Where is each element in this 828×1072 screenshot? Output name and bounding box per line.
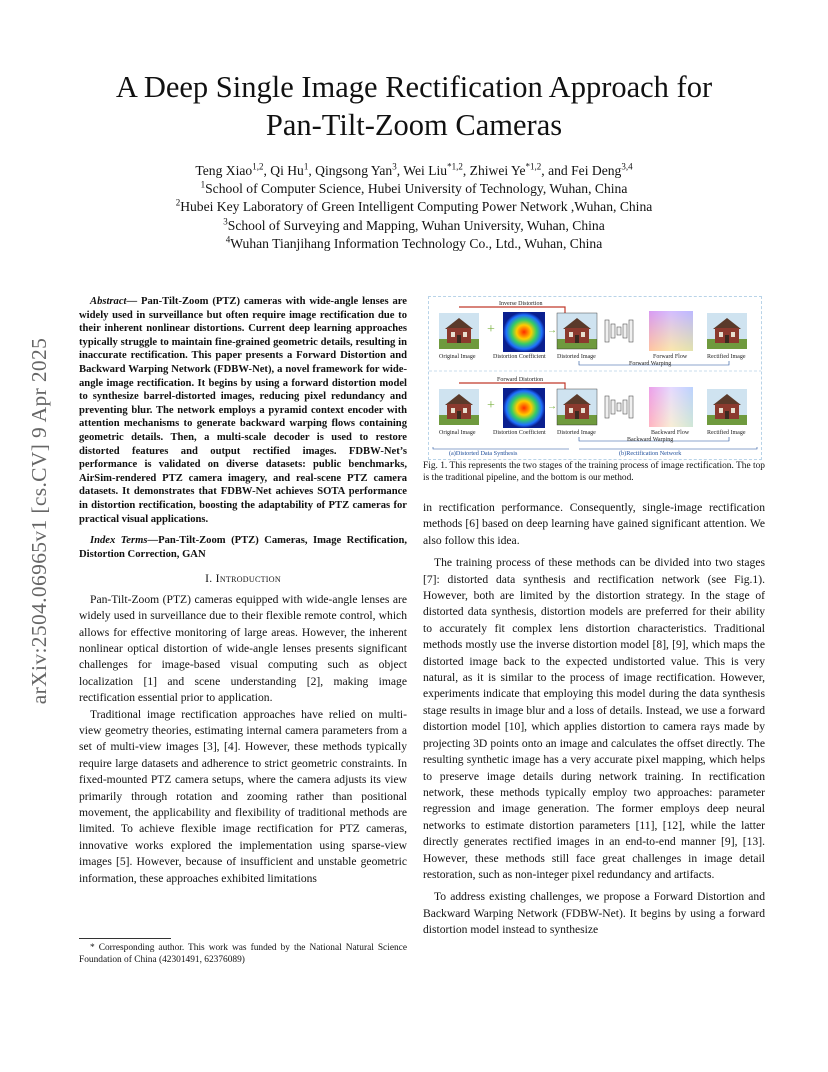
distortion-coefficient-bottom bbox=[503, 388, 545, 428]
original-image-bottom bbox=[439, 389, 479, 425]
distorted-image-bottom bbox=[557, 389, 597, 425]
intro-paragraph-1: Pan-Tilt-Zoom (PTZ) cameras equipped with wide-angle lenses are widely used in surveillance due to their flexible remote control, which allows for effective monitoring of large areas. However, the inherent nonlinear optical distortion of wide-angle lenses presents significant challenges for image-based visual computing such as object localization [1] and scene understanding [2], making image rectification essential prior to application. bbox=[79, 592, 407, 705]
distortion-coefficient-top bbox=[503, 312, 545, 352]
plus-icon: + bbox=[487, 322, 495, 337]
svg-text:Rectified Image: Rectified Image bbox=[707, 354, 746, 360]
network-icon-bottom bbox=[605, 396, 633, 418]
distorted-image-top bbox=[557, 313, 597, 349]
svg-text:Rectified Image: Rectified Image bbox=[707, 430, 746, 436]
svg-text:Distorted Image: Distorted Image bbox=[557, 430, 596, 436]
bottom-pipeline bbox=[433, 377, 757, 457]
title-line-1: A Deep Single Image Rectification Approach for bbox=[115, 70, 713, 104]
title-line-2: Pan-Tilt-Zoom Cameras bbox=[265, 108, 563, 142]
backward-warping-label: Backward Warping bbox=[627, 437, 674, 443]
abstract-text: — Pan-Tilt-Zoom (PTZ) cameras with wide-angle lenses are widely used in surveillance but often require image rectification due to their inherent nonlinear distortions. Current deep learning approaches typically struggle to maintain fine-grained geometric details, resulting in inaccurate rectification. This paper presents a Forward Distortion and Backward Warping Network (FDBW-Net), a novel framework for wide-angle image rectification. It begins by using a forward distortion model to synthesize barrel-distorted images, reducing pixel redundancy and preventing blur. The network employs a pyramid context encoder with attention mechanisms to generate backward warping flows containing geometric details. Then, a multi-scale decoder is used to restore distorted features and output rectified images. FDBW-Net’s performance is validated on diverse datasets: public benchmarks, AirSim-rendered PTZ camera imagery, and real-scene PTZ camera datasets. It demonstrates that FDBW-Net achieves SOTA performance in distortion rectification, boosting the adaptability of PTZ cameras for practical visual applications. bbox=[79, 296, 407, 525]
left-column bbox=[79, 295, 407, 887]
svg-text:Distortion Coefficient: Distortion Coefficient bbox=[493, 354, 546, 360]
svg-text:Backward Flow: Backward Flow bbox=[651, 430, 690, 436]
svg-text:Forward Flow: Forward Flow bbox=[653, 354, 688, 360]
footnote-rule bbox=[79, 938, 171, 939]
svg-text:+: + bbox=[487, 398, 495, 413]
affiliation-3: $^3$School of Surveying and Mapping, Wuhan University, Wuhan, China bbox=[223, 216, 605, 233]
svg-text:Distortion Coefficient: Distortion Coefficient bbox=[493, 430, 546, 436]
author-names: Teng Xiao$^{1,2}$, Qi Hu$^1$, Qingsong Yan$^3$, Wei Liu$^{*1,2}$, Zhiwei Ye$^{*1,2}$, and Fei Deng$^{3,4}$ bbox=[195, 161, 633, 178]
arrow-icon: → bbox=[547, 325, 557, 336]
svg-text:→: → bbox=[547, 401, 557, 412]
figure-1-diagram bbox=[429, 297, 761, 459]
arxiv-identifier[interactable]: arXiv:2504.06965v1 [cs.CV] 9 Apr 2025 bbox=[27, 337, 51, 705]
abstract-label: Abstract bbox=[90, 296, 127, 307]
affiliation-4: $^4$Wuhan Tianjihang Information Technology Co., Ltd., Wuhan, China bbox=[225, 234, 603, 251]
top-pipeline bbox=[439, 301, 747, 367]
author-name: Fei Deng bbox=[571, 163, 622, 178]
author-block bbox=[0, 162, 828, 253]
paper-title bbox=[0, 68, 828, 144]
author-name: Wei Liu bbox=[403, 163, 448, 178]
intro-paragraph-2: Traditional image rectification approaches have relied on multi-view geometry theories, estimating internal camera parameters from a set of multi-view images [3], [4]. However, these methods typically require large datasets and adherence to strict geometric constraints. In fixed-mounted PTZ camera setups, where the camera adjusts its view primarily through rotation and zooming rather than positional movement, the applicability and flexibility of traditional methods are limited. To achieve flexible image rectification for PTZ cameras, innovative works explored the implementation using sparse-view images [5]. However, because of insufficient and unstable geometric information, these approaches exhibited limitations bbox=[79, 707, 407, 885]
figure-1-caption: Fig. 1. This represents the two stages of the training process of image rectification. The top is the traditional pipeline, and the bottom is our method. bbox=[423, 461, 765, 483]
right-paragraph-1: in rectification performance. Consequently, single-image rectification methods [6] based on deep learning have gained significant attention. We also follow this idea. bbox=[423, 501, 765, 547]
footnote bbox=[79, 942, 407, 966]
svg-text:Distorted Image: Distorted Image bbox=[557, 354, 596, 360]
author-name: Teng Xiao bbox=[195, 163, 253, 178]
network-icon-top bbox=[605, 320, 633, 342]
stage-b-label: (b)Rectification Network bbox=[619, 450, 682, 457]
right-paragraph-2: The training process of these methods can be divided into two stages [7]: distorted data synthesis and rectification network (see Fig.1). However, both are limited by the distortion strategy. In the stage of distorted data synthesis, distortion models are preferred for their ability to accurately fit complex lens distortion characteristics. Traditional methods mostly use the inverse distortion model [8], [9], which maps the distorted image back to the expected undistorted value. This is very natural, as it is similar to the process of image rectification. However, experiments indicate that employing this model during the data synthesis stage results in image blur and a loss of details. Instead, we use a forward distortion model [10], which applies distortion to camera rays made by projecting 3D points onto an image and calculates the offset directly. The resulting synthetic image has a very accurate pixel mapping, which helps to preserve image details during network training. In rectification network, these methods typically employ two approaches: parameter regression and image generation. The former employs deep neural networks to estimate distortion parameters [11], [12], while the latter directly generates rectified images in an end-to-end manner [9], [13]. However, these methods still face great challenges in image detail restoration, such as non-integer pixel redundancy and artifacts. bbox=[423, 556, 765, 881]
forward-distortion-label: Forward Distortion bbox=[497, 377, 544, 383]
footnote-text: * Corresponding author. This work was funded by the National Natural Science Foundation of China (42301491, 62376089) bbox=[79, 943, 407, 965]
original-image-top bbox=[439, 313, 479, 349]
svg-text:Original Image: Original Image bbox=[439, 430, 476, 436]
right-paragraph-3: To address existing challenges, we propose a Forward Distortion and Backward Warping Network (FDBW-Net). It begins by using a forward distortion model instead to synthesize bbox=[423, 890, 765, 937]
abstract bbox=[79, 295, 407, 526]
stage-a-label: (a)Distorted Data Synthesis bbox=[449, 450, 518, 457]
author-name: Qingsong Yan bbox=[315, 163, 393, 178]
inverse-distortion-label: Inverse Distortion bbox=[499, 301, 543, 307]
index-terms bbox=[79, 534, 407, 561]
right-column bbox=[423, 500, 765, 939]
index-terms-label: Index Terms bbox=[90, 535, 148, 547]
affiliation-2: $^2$Hubei Key Laboratory of Green Intelligent Computing Power Network ,Wuhan, China bbox=[175, 197, 653, 215]
rectified-image-bottom bbox=[707, 389, 747, 425]
forward-warping-label: Forward Warping bbox=[629, 361, 672, 367]
section-heading-introduction: I. Introduction bbox=[205, 572, 281, 586]
author-name: Zhiwei Ye bbox=[469, 163, 526, 178]
affiliation-1: $^1$School of Computer Science, Hubei University of Technology, Wuhan, China bbox=[200, 179, 628, 197]
index-terms-text: —Pan-Tilt-Zoom (PTZ) Cameras, Image Rectification, Distortion Correction, GAN bbox=[79, 535, 407, 560]
author-name: Qi Hu bbox=[270, 163, 304, 178]
svg-text:Original Image: Original Image bbox=[439, 354, 476, 360]
figure-1 bbox=[428, 296, 762, 460]
rectified-image-top bbox=[707, 313, 747, 349]
